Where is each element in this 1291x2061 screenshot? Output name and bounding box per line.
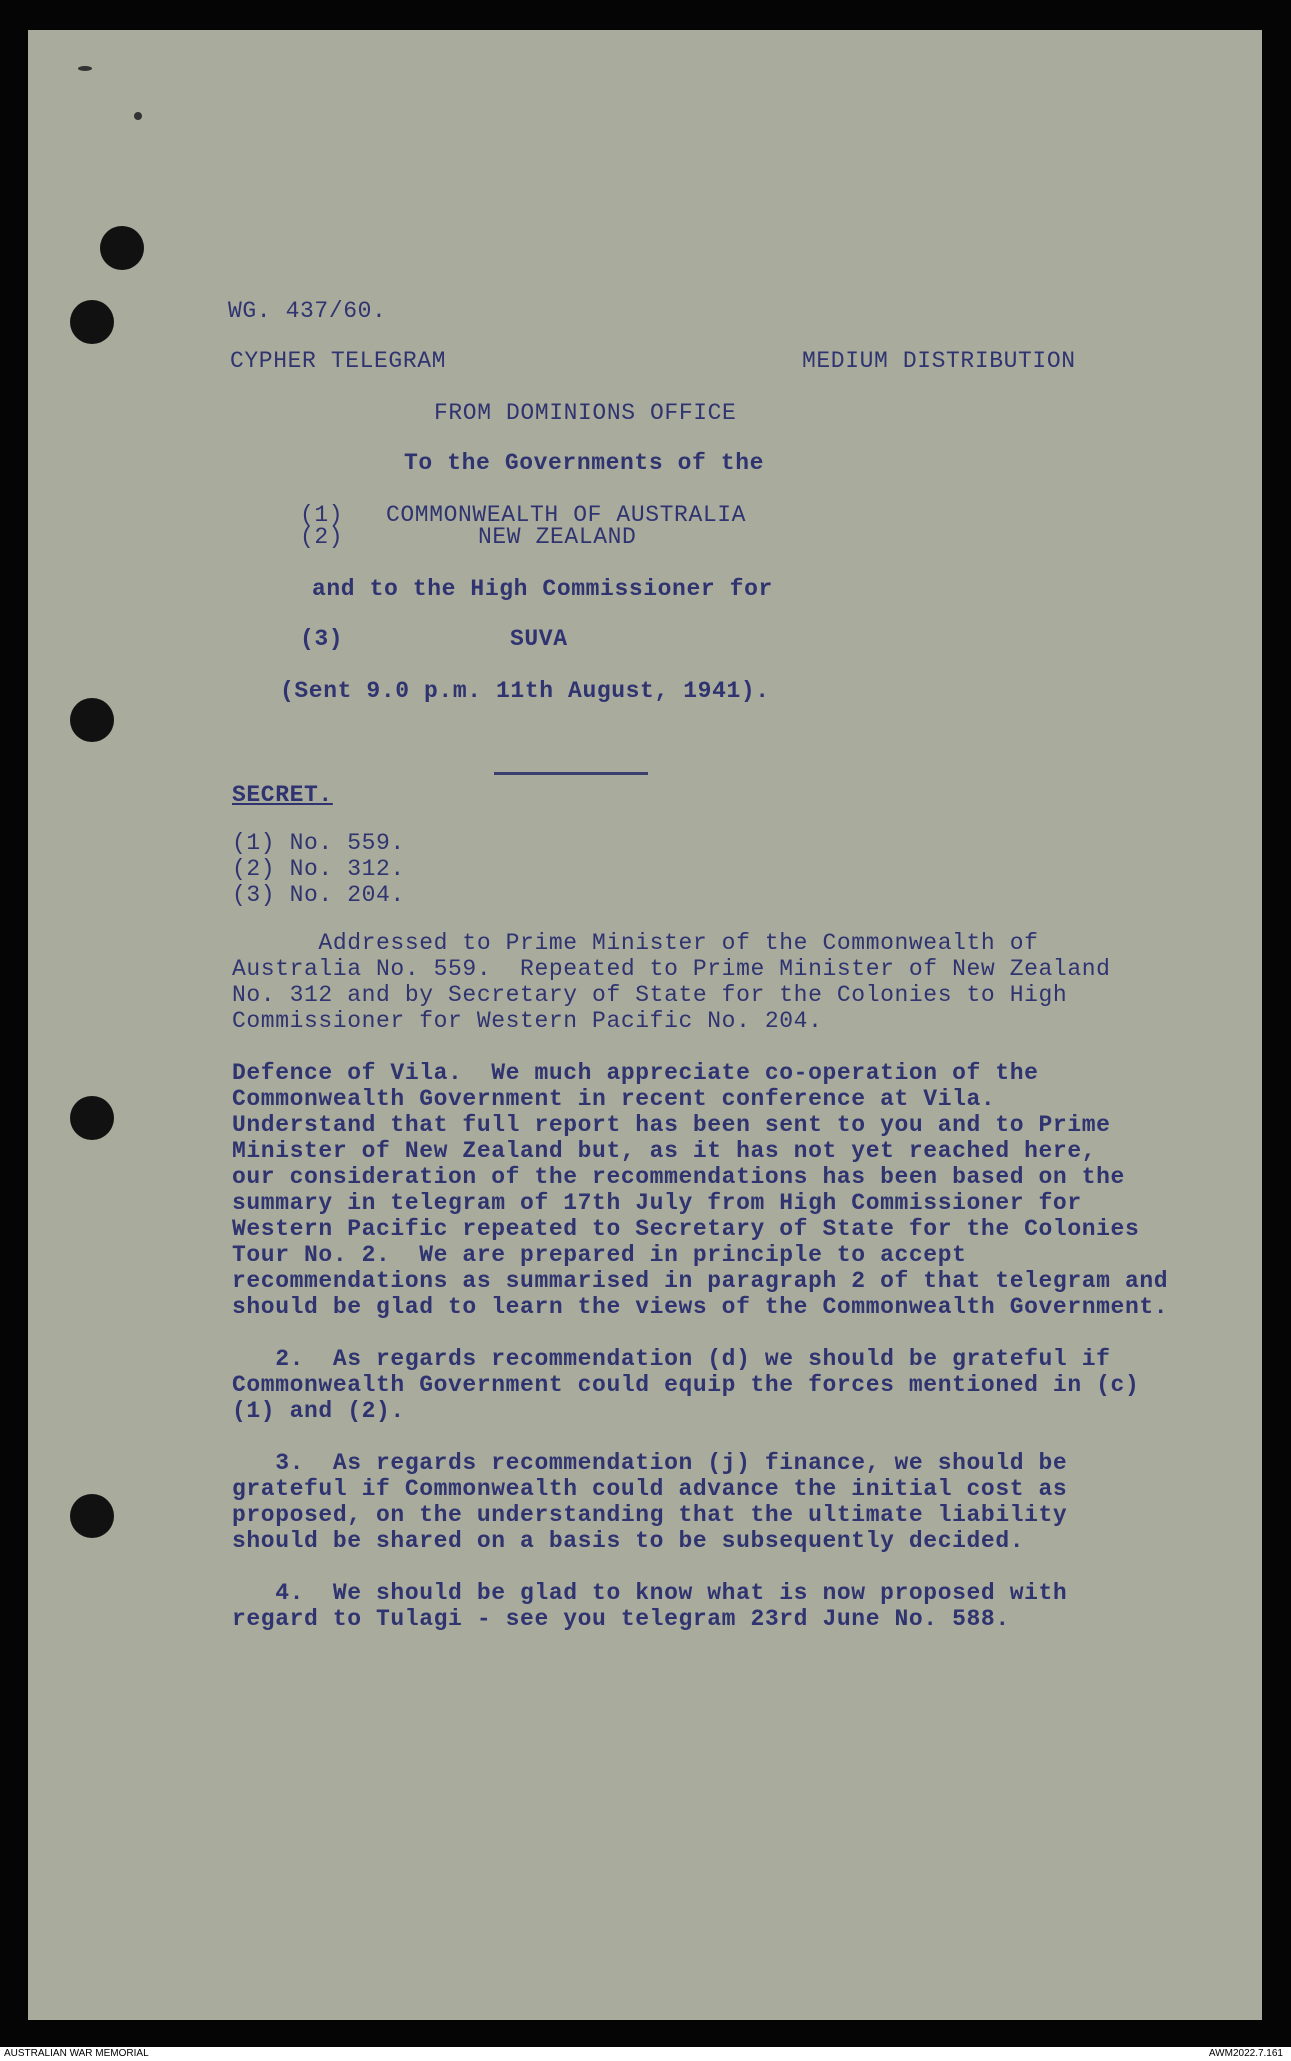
archive-reference: AWM2022.7.161: [1208, 2048, 1283, 2059]
body-line: Western Pacific repeated to Secretary of State for the Colonies: [232, 1216, 1140, 1242]
body-line: No. 312 and by Secretary of State for the Colonies to High: [232, 982, 1068, 1008]
telegram-type: CYPHER TELEGRAM: [230, 348, 447, 374]
recipient-number: (3): [300, 626, 344, 652]
sent-line: (Sent 9.0 p.m. 11th August, 1941).: [280, 678, 770, 704]
body-line: grateful if Commonwealth could advance the initial cost as: [232, 1476, 1068, 1502]
body-line: Tour No. 2. We are prepared in principle to accept: [232, 1242, 967, 1268]
body-line: recommendations as summarised in paragraph 2 of that telegram and: [232, 1268, 1169, 1294]
punch-hole: [70, 300, 114, 344]
reference-number: WG. 437/60.: [228, 298, 387, 324]
body-line: Commonwealth Government in recent conference at Vila.: [232, 1086, 996, 1112]
body-line: Defence of Vila. We much appreciate co-operation of the: [232, 1060, 1039, 1086]
body-line: 3. As regards recommendation (j) finance, we should be: [232, 1450, 1068, 1476]
distribution-label: MEDIUM DISTRIBUTION: [802, 348, 1076, 374]
body-line: 4. We should be glad to know what is now proposed with: [232, 1580, 1068, 1606]
body-line: should be glad to learn the views of the Commonwealth Government.: [232, 1294, 1169, 1320]
punch-hole: [70, 1494, 114, 1538]
reference-list-item: (3) No. 204.: [232, 882, 405, 908]
body-line: 2. As regards recommendation (d) we should be grateful if: [232, 1346, 1111, 1372]
recipient-name: SUVA: [510, 626, 568, 652]
paper-mark: [78, 66, 92, 71]
recipient-number: (1): [300, 502, 344, 528]
punch-hole: [70, 1096, 114, 1140]
from-line: FROM DOMINIONS OFFICE: [434, 400, 737, 426]
divider: [494, 772, 648, 775]
body-line: should be shared on a basis to be subsequently decided.: [232, 1528, 1025, 1554]
body-line: Australia No. 559. Repeated to Prime Minister of New Zealand: [232, 956, 1111, 982]
paper-mark: [134, 112, 142, 120]
to-line: To the Governments of the: [404, 450, 765, 476]
archive-name: AUSTRALIAN WAR MEMORIAL: [4, 2048, 149, 2059]
body-line: Commissioner for Western Pacific No. 204.: [232, 1008, 823, 1034]
body-line: (1) and (2).: [232, 1398, 405, 1424]
punch-hole: [100, 226, 144, 270]
punch-hole: [70, 698, 114, 742]
body-line: proposed, on the understanding that the ultimate liability: [232, 1502, 1068, 1528]
recipient-name: NEW ZEALAND: [478, 524, 637, 550]
reference-list-item: (2) No. 312.: [232, 856, 405, 882]
classification: SECRET.: [232, 782, 333, 808]
recipient-name: COMMONWEALTH OF AUSTRALIA: [386, 502, 747, 528]
body-line: regard to Tulagi - see you telegram 23rd June No. 588.: [232, 1606, 1010, 1632]
and-to-line: and to the High Commissioner for: [312, 576, 773, 602]
body-line: Commonwealth Government could equip the forces mentioned in (c): [232, 1372, 1140, 1398]
document-page: [28, 30, 1262, 2020]
body-line: Addressed to Prime Minister of the Commonwealth of: [232, 930, 1039, 956]
body-line: Understand that full report has been sent to you and to Prime: [232, 1112, 1111, 1138]
recipient-number: (2): [300, 524, 344, 550]
body-line: our consideration of the recommendations has been based on the: [232, 1164, 1125, 1190]
reference-list-item: (1) No. 559.: [232, 830, 405, 856]
body-line: summary in telegram of 17th July from High Commissioner for: [232, 1190, 1082, 1216]
body-line: Minister of New Zealand but, as it has not yet reached here,: [232, 1138, 1097, 1164]
archive-footer: [0, 2047, 1291, 2061]
